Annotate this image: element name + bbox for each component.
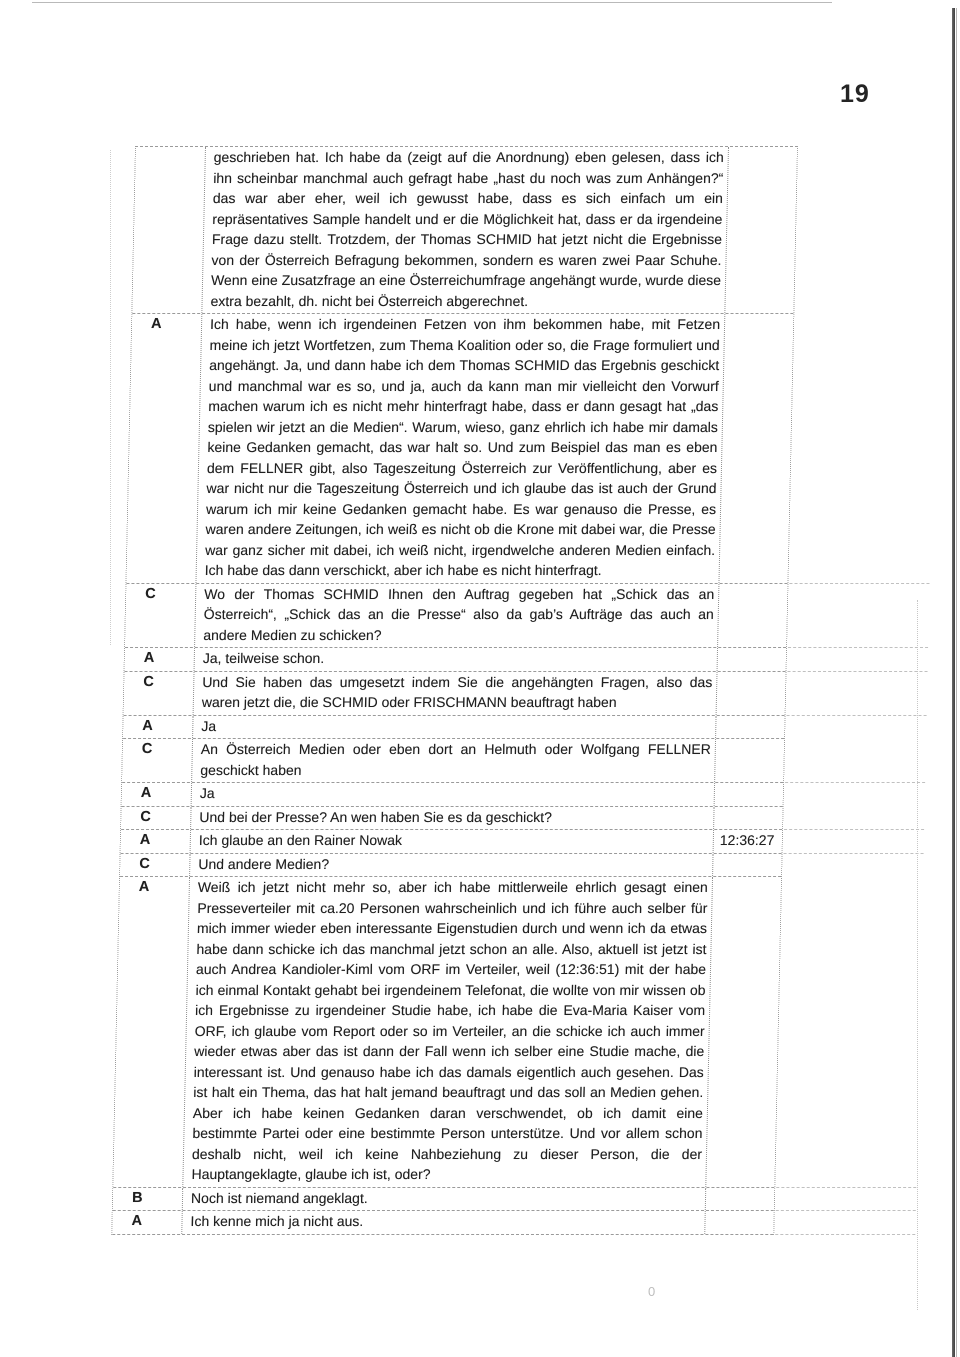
speaker-label: A (121, 830, 191, 853)
table-row (125, 648, 787, 672)
row-time (714, 807, 784, 830)
table-row (121, 807, 783, 831)
row-time (719, 314, 795, 583)
row-text: Noch ist niemand angeklagt. (183, 1188, 706, 1211)
row-time (716, 716, 786, 739)
row-text: Ja, teilweise schon. (195, 648, 718, 671)
row-text: Und Sie haben das umgesetzt indem Sie die angehängten Fragen, also das waren jetzt die, die SCHMID oder FRISCHMANN beauftragt haben (194, 672, 718, 715)
speaker-label: A (113, 877, 190, 1187)
row-text: Ja (193, 716, 716, 739)
speaker-label: C (120, 854, 190, 877)
row-text: Ja (192, 783, 715, 806)
row-text: Ich glaube an den Rainer Nowak (191, 830, 714, 853)
speaker-label: B (113, 1188, 183, 1211)
table-row (122, 783, 784, 807)
speaker-label: A (112, 1211, 182, 1234)
row-time (705, 1211, 775, 1234)
table-row (113, 877, 781, 1188)
transcript-area (0, 146, 960, 1235)
table-row (125, 584, 787, 649)
table-row (126, 314, 793, 584)
row-time (717, 672, 788, 715)
table-row (113, 1188, 775, 1212)
speaker-label: A (125, 648, 195, 671)
speaker-label: C (125, 584, 196, 648)
speaker-label: A (126, 314, 202, 583)
table-row (123, 716, 785, 740)
speaker-label: A (123, 716, 193, 739)
row-text: Und andere Medien? (190, 854, 713, 877)
row-text: Wo der Thomas SCHMID Ihnen den Auftrag gegeben hat „Schick das an Österreich“, „Schick das an die Presse“ also da gab’s Aufträge das auch an andere Medien zu schicken? (195, 584, 719, 648)
row-time (715, 739, 786, 782)
row-text: An Österreich Medien oder eben dort an Helmuth oder Wolfgang FELLNER geschickt haben (192, 739, 716, 782)
row-time (718, 648, 788, 671)
table-row (120, 854, 782, 878)
scan-top-edge-line (32, 2, 832, 3)
row-time (715, 783, 785, 806)
speaker-label: C (121, 807, 191, 830)
scan-stray-mark: 0 (648, 1284, 656, 1299)
speaker-label: C (122, 739, 193, 782)
row-time (725, 147, 799, 313)
row-text: Und bei der Presse? An wen haben Sie es da geschickt? (191, 807, 714, 830)
table-row (122, 739, 784, 783)
row-text: Weiß ich jetzt nicht mehr so, aber ich habe mittlerweile ehrlich gesagt einen Presseverteiler mit ca.20 Personen wahrscheinlich und ich führe auch selber für mich immer wieder eben interessante Eigenstudien durch und wenn ich da etwas habe dann schicke ich das manchmal jetzt schon an alle. Also, aktuell ist jetzt ist auch Andrea Kandioler-Kiml vom ORF im Verteiler, weil (12:36:51) mit der habe ich einmal Kontakt gehabt bei irgendeinem Telefonat, die wollte von mir wissen ob ich Ergebnisse zu irgendeiner Studie habe, ich habe die Eva-Maria Kaiser vom ORF, ich glaube vom Report oder so im Verteiler, an die schicke ich auch immer wieder etwas aber das ist dann der Fall wenn ich selber eine Studie mache, die interessant ist. Und genauso habe ich das damals eigentlich auch gesehen. Das ist halt ein Thema, das hat halt jemand beauftragt und das soll an Medien gehen. Aber ich habe keinen Gedanken daran verschwendet, ob ich damit eine bestimmte Partei oder eine bestimmte Person unterstütze. Und vor allem schon deshalb nicht, weil ich keine Nahbeziehung zu dieser Person, die der Hauptangeklagte, glaube ich ist, oder? (183, 877, 713, 1187)
row-text: Ich kenne mich ja nicht aus. (182, 1211, 705, 1234)
speaker-label (132, 147, 206, 313)
table-row (124, 672, 786, 716)
transcript-table (111, 146, 798, 1235)
row-time (718, 584, 789, 648)
speaker-label: A (122, 783, 192, 806)
table-row (121, 830, 783, 854)
page-number: 19 (840, 80, 870, 108)
row-text: Ich habe, wenn ich irgendeinen Fetzen von ihm bekommen habe, mit Fetzen meine ich jetzt Wortfetzen, zum Thema Koalition oder so, die Frage formuliert und angehängt. Ja, und dann habe ich dem Thomas SCHMID das Ergebnis geschickt und manchmal war es so, und ja, auch da kann man mir vielleicht den Vorwurf machen warum ich es nicht mehr hinterfragt habe, dass er dann gesagt hat „das spielen wir jetzt an die Medien“. Warum, wieso, ganz ehrlich ich habe mir damals keine Gedanken gemacht, das war halt so. Und zum Beispiel das man es eben dem FELLNER gibt, also Tageszeitung Österreich zur Veröffentlichung, aber es war nicht nur die Tageszeitung Österreich und ich glaube das ist auch der Grund warum ich mir keine Gedanken gemacht habe. Es war genauso die Presse, es waren andere Zeitungen, ich weiß es nicht ob die Krone mit dabei war, die Presse war ganz sicher mit dabei, ich weiß nicht, irgendwelche anderen Medien einfach. Ich habe das dann verschickt, aber ich habe es nicht hinterfragt. (196, 314, 725, 583)
table-row (112, 1211, 774, 1235)
row-time (713, 854, 783, 877)
row-time: 12:36:27 (719, 832, 775, 848)
row-time (706, 877, 783, 1187)
table-row (132, 147, 797, 314)
row-text: geschrieben hat. Ich habe da (zeigt auf die Anordnung) eben gelesen, dass ich ihn scheinbar manchmal auch gefragt habe „hast du noch was zum Anhängen?“ das war aber eher, weil ich gewusst habe, dass es sich einfach um ein repräsentatives Sample handelt und er die Möglichkeit hat, dass er da irgendeine Frage dazu stellt. Trotzdem, der Thomas SCHMID hat jetzt nicht die Ergebnisse von der Österreich Befragung bekommen, sondern es waren zwei Paar Schuhe. Wenn eine Zusatzfrage an eine Österreichumfrage angehängt wurde, wurde diese extra bezahlt, dh. nicht bei Österreich abgerechnet. (202, 147, 729, 313)
row-time (706, 1188, 776, 1211)
speaker-label: C (124, 672, 195, 715)
